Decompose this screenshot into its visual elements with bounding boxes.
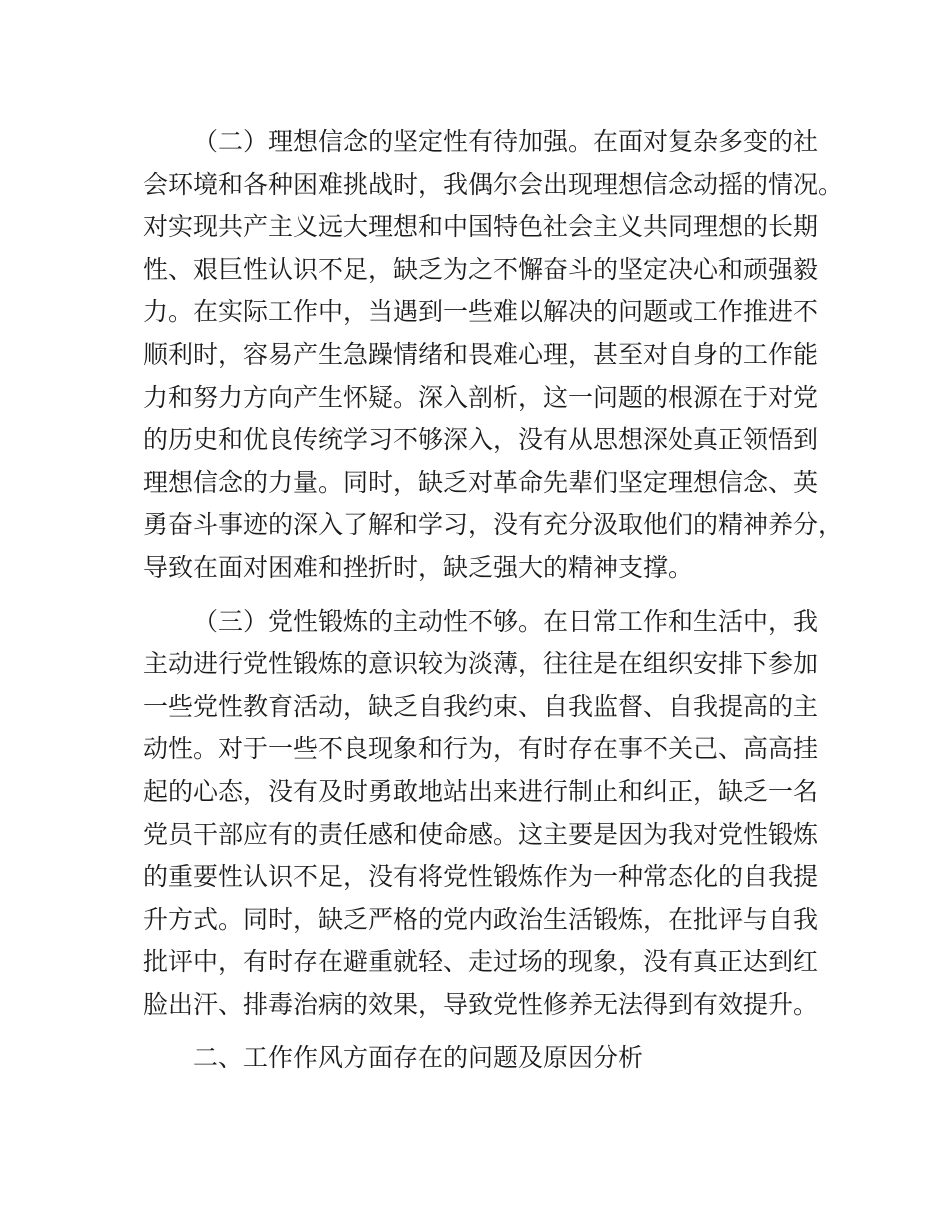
paragraph-line: 主动进行党性锻炼的意识较为淡薄，往往是在组织安排下参加 [143, 649, 819, 679]
paragraph-line: 一些党性教育活动，缺乏自我约束、自我监督、自我提高的主 [143, 691, 819, 721]
paragraph-line: 导致在面对困难和挫折时，缺乏强大的精神支撑。 [143, 552, 694, 582]
paragraph-line: 理想信念的力量。同时，缺乏对革命先辈们坚定理想信念、英 [143, 467, 819, 497]
paragraph-line: 力和努力方向产生怀疑。深入剖析，这一问题的根源在于对党 [143, 382, 819, 412]
paragraph-line: 升方式。同时，缺乏严格的党内政治生活锻炼，在批评与自我 [143, 904, 819, 934]
paragraph-line: 顺利时，容易产生急躁情绪和畏难心理，甚至对自身的工作能 [143, 339, 819, 369]
section-heading: 二、工作作风方面存在的问题及原因分析 [193, 1043, 644, 1073]
document-body [143, 121, 844, 1080]
paragraph-spacer [143, 590, 815, 601]
paragraph-line: （二）理想信念的坚定性有待加强。在面对复杂多变的社 [193, 127, 819, 156]
paragraph-line: （三）党性锻炼的主动性不够。在日常工作和生活中，我 [193, 606, 819, 636]
paragraph-line: 脸出汗、排毒治病的效果，导致党性修养无法得到有效提升。 [143, 989, 819, 1019]
paragraph-line: 对实现共产主义远大理想和中国特色社会主义共同理想的长期 [143, 212, 819, 242]
paragraph-line: 的重要性认识不足，没有将党性锻炼作为一种常态化的自我提 [143, 862, 819, 892]
paragraph-line: 起的心态，没有及时勇敢地站出来进行制止和纠正，缺乏一名 [143, 776, 819, 806]
paragraph-line: 动性。对于一些不良现象和行为，有时存在事不关己、高高挂 [143, 734, 819, 764]
paragraph-line: 勇奋斗事迹的深入了解和学习，没有充分汲取他们的精神养分， [143, 510, 844, 540]
paragraph-line: 力。在实际工作中，当遇到一些难以解决的问题或工作推进不 [143, 297, 819, 327]
paragraph-line: 会环境和各种困难挑战时，我偶尔会出现理想信念动摇的情况。 [143, 169, 844, 199]
paragraph-line: 党员干部应有的责任感和使命感。这主要是因为我对党性锻炼 [143, 819, 819, 849]
paragraph-line: 性、艰巨性认识不足，缺乏为之不懈奋斗的坚定决心和顽强毅 [143, 254, 819, 284]
paragraph-line: 的历史和优良传统学习不够深入，没有从思想深处真正领悟到 [143, 425, 819, 455]
paragraph-line: 批评中，有时存在避重就轻、走过场的现象，没有真正达到红 [143, 947, 819, 977]
paragraph-party-spirit-training [143, 601, 819, 1027]
paragraph-spacer [143, 1026, 815, 1037]
paragraph-ideals-and-beliefs [143, 121, 844, 590]
